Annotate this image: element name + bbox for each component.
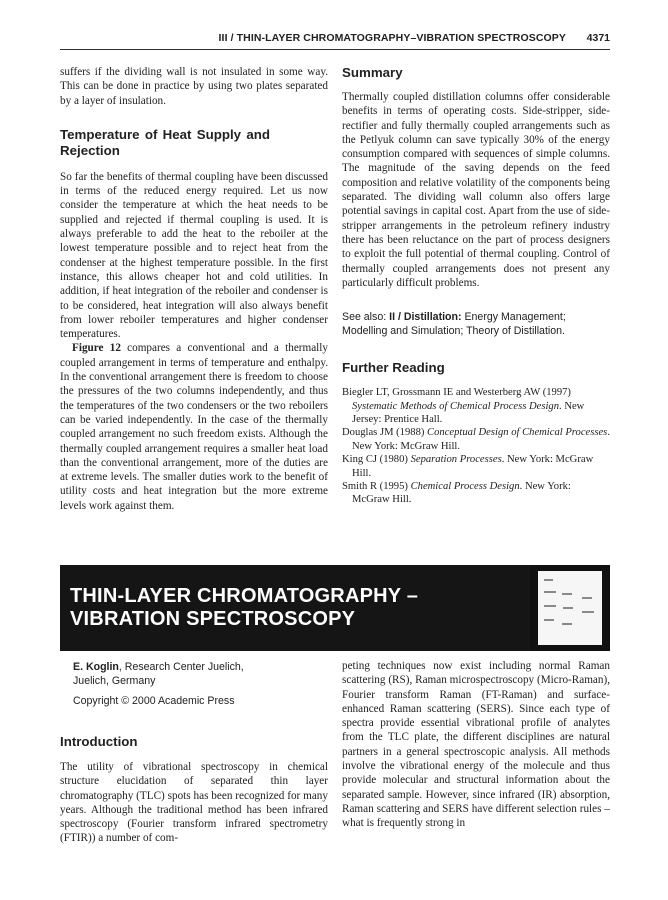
reference-item: King CJ (1980) Separation Processes. New York: McGraw Hill. xyxy=(342,454,594,479)
temperature-paragraph-2: Figure 12 compares a conventional and a thermally coupled arrangement in terms of temperature and enthalpy. In the conventional arrangement there is freedom to choose the pressures of the two columns independently, and thus the temperatures of the two condensers or the two reboilers can be varied independently. In the case of the thermally coupled arrangement no such freedom exists. Although the thermally coupled arrangement requires a smaller heat load than the conventional arrangement, more of the duties are at extreme levels. The smaller duties work to the benefit of utility costs and heat integration but the more extreme levels work against them. xyxy=(60,342,328,512)
reference-item: Douglas JM (1988) Conceptual Design of Chemical Processes. New York: McGraw Hill. xyxy=(342,427,610,452)
reference-title: Systematic Methods of Chemical Process Design xyxy=(352,400,560,412)
author-line: E. Koglin, Research Center Juelich, Juelich, Germany xyxy=(73,661,244,687)
summary-paragraph: Thermally coupled distillation columns offer considerable benefits in terms of operating costs. Side-stripper, side-rectifier and fully thermally coupled arrangements such as the Petlyuk column can save typically 30% of the energy consumption compared with sequences of simple columns. The magnitude of the saving depends on the feed composition and relative volatility of the components being separated. The dividing wall column also offers large potential savings in capital cost. Apart from the use of side-stripper arrangements in the petroleum refinery industry there has been reluctance on the part of process designers to exploit the full potential of thermal coupling. Control of thermally coupled arrangements does not present any particularly difficult problems. xyxy=(342,91,610,289)
copyright: Copyright © 2000 Academic Press xyxy=(73,695,235,707)
see-also-items[interactable]: Energy Management; Modelling and Simulation; Theory of Distillation. xyxy=(342,311,566,338)
author-affiliation: Juelich, Germany xyxy=(73,675,156,687)
see-also-section-link[interactable]: II / Distillation: xyxy=(389,311,462,324)
continued-paragraph: suffers if the dividing wall is not insulated in some way. This can be done in practice by using two plates separated by a layer of insulation. xyxy=(60,66,328,107)
reference-title: Separation Processes xyxy=(410,454,502,466)
tlc-plate-icon xyxy=(530,565,610,651)
figure-12-reference[interactable]: Figure 12 xyxy=(72,342,121,355)
left-column-top xyxy=(60,65,328,513)
introduction-paragraph: The utility of vibrational spectroscopy in chemical structure elucidation of separated thin layer chromatography (TLC) spots has been recognized for many years. Although the traditional method has been infrared spectroscopy (Fourier transform infrared spectrometry (FTIR)) a number of com- xyxy=(60,761,328,845)
reference-title: Conceptual Design of Chemical Processes xyxy=(427,427,608,439)
reference-item: Biegler LT, Grossmann IE and Westerberg AW (1997) Systematic Methods of Chemical Process Design. New Jersey: Prentice Hall. xyxy=(342,387,585,425)
introduction-heading: Introduction xyxy=(60,734,138,749)
chapter-banner xyxy=(60,565,530,651)
chapter-title: THIN-LAYER CHROMATOGRAPHY – VIBRATION SPECTROSCOPY xyxy=(70,585,419,630)
author-name: E. Koglin xyxy=(73,661,119,673)
reference-list xyxy=(342,386,610,507)
reference-item: Smith R (1995) Chemical Process Design. New York: McGraw Hill. xyxy=(342,481,571,506)
reference-title: Chemical Process Design xyxy=(410,481,520,492)
see-also: See also: II / Distillation: Energy Management; Modelling and Simulation; Theory of Distillation. xyxy=(342,311,566,338)
further-reading-heading: Further Reading xyxy=(342,360,445,376)
section-heading-temperature: Temperature of Heat Supply and Rejection xyxy=(60,126,270,158)
running-header-title: III / THIN-LAYER CHROMATOGRAPHY–VIBRATION SPECTROSCOPY xyxy=(218,32,566,44)
running-header xyxy=(60,31,610,50)
right-column-top xyxy=(342,65,610,507)
article-right-column xyxy=(342,659,610,831)
article-left-column xyxy=(60,660,328,846)
page-number: 4371 xyxy=(586,32,610,44)
article-right-paragraph: peting techniques now exist including normal Raman scattering (RS), Raman microspectroscopy (Micro-Raman), Fourier transform Raman (FT-Raman) and surface-enhanced Raman scattering (SERS). Since each type of spectra provide essential vibrational profile of analytes from the TLC plate, the different disciplines are natural partners in a general spectroscopic analysis. All methods involve the vibrational energy of the molecule and thus provide molecular and structural information about the separated sample. However, since infrared (IR) absorption, Raman scattering and SERS have different selection rules – what is frequently strong in xyxy=(342,660,610,830)
summary-heading: Summary xyxy=(342,65,403,80)
temperature-paragraph-1: So far the benefits of thermal coupling have been discussed in terms of the reduced energy required. Let us now consider the temperature at which the heat needs to be supplied and rejected if thermal coupling is used. It is always preferable to add the heat to the reboiler at the lowest temperature possible and to reject heat from the condenser at the highest temperature possible. In the first instance, this allows cheaper hot and cold utilities. In addition, if heat integration of the reboiler and condenser is to be considered, heat integration will also always benefit from lower reboiler temperatures and higher condenser temperatures. xyxy=(60,170,328,341)
